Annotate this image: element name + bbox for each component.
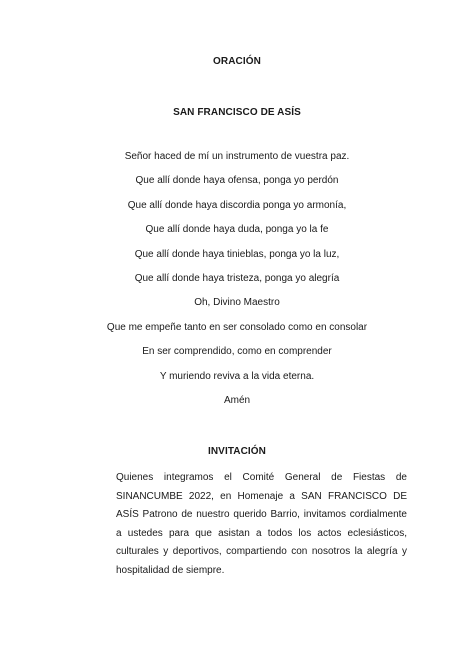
prayer-line: Que allí donde haya duda, ponga yo la fe xyxy=(145,224,329,236)
prayer-line: Señor haced de mí un instrumento de vuestra paz. xyxy=(124,151,350,162)
prayer-line: Que allí donde haya tristeza, ponga yo alegría xyxy=(134,272,340,284)
prayer-subtitle: SAN FRANCISCO DE ASÍS xyxy=(173,107,301,118)
invitation-heading: INVITACIÓN xyxy=(207,446,267,457)
prayer-line: Que allí donde haya tinieblas, ponga yo la luz, xyxy=(134,248,340,260)
page-title: ORACIÓN xyxy=(213,56,261,67)
prayer-line: Que allí donde haya ofensa, ponga yo perdón xyxy=(135,175,339,187)
invitation-paragraph: Quienes integramos el Comité General de Fiestas de SINANCUMBE 2022, en Homenaje a SAN FRANCISCO DE ASÍS Patrono de nuestro querido Barrio, invitamos cordialmente a ustedes para que asistan a todos los actos eclesiásticos, culturales y deportivos, compartiendo con nosotros la alegría y hospitalidad de siempre. xyxy=(116,472,407,576)
prayer-line: Que allí donde haya discordia ponga yo armonía, xyxy=(127,199,347,211)
prayer-lines xyxy=(0,150,474,418)
prayer-line: En ser comprendido, como en comprender xyxy=(142,346,332,358)
prayer-line: Y muriendo reviva a la vida eterna. xyxy=(159,370,315,382)
prayer-line: Oh, Divino Maestro xyxy=(194,297,280,309)
prayer-line: Amén xyxy=(223,394,251,406)
prayer-line: Que me empeñe tanto en ser consolado como en consolar xyxy=(106,321,368,333)
